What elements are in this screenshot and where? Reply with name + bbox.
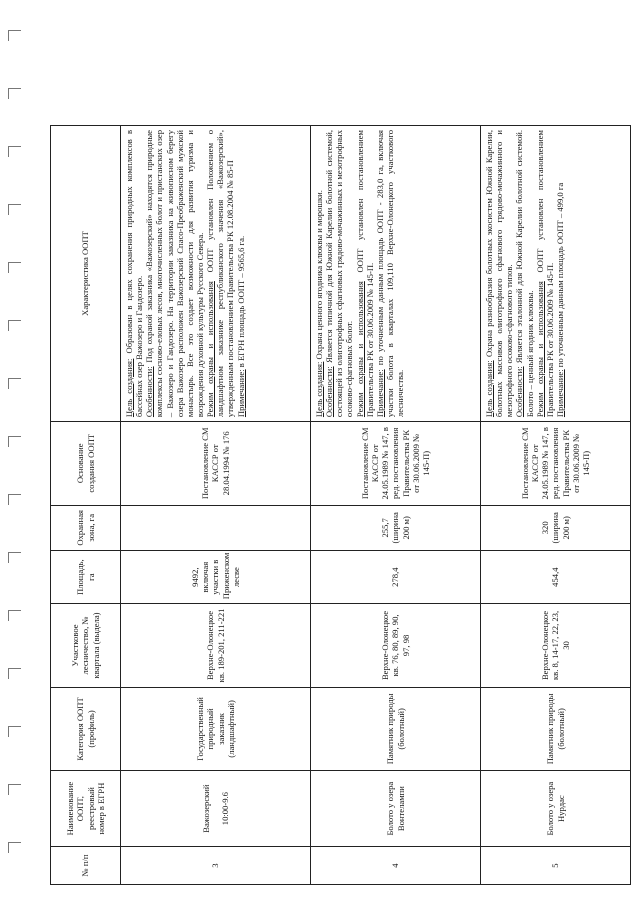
note-text: в ЕГРН площадь ООПТ – 9565,6 га. <box>235 235 246 370</box>
feature-label: Особенности: <box>324 366 335 418</box>
area-name: Болото у озера Нурдас <box>545 781 566 836</box>
cell-characteristic <box>121 126 311 422</box>
cell-buffer: 320 (ширина 200 м) <box>481 505 631 551</box>
feature-label: Особенности: <box>144 366 155 418</box>
cell-buffer: 255,7 (ширина 200 м) <box>311 505 481 551</box>
protected-areas-table <box>50 125 631 885</box>
regime-label: Режим охраны и использования <box>534 281 545 418</box>
cell-num: 3 <box>121 847 311 885</box>
feature-text: Является эталонной для Южной Карелии болотной системой. Болото – ценный ягодник клюквы. <box>514 130 535 418</box>
cell-num: 4 <box>311 847 481 885</box>
goal-text: Охрана разнообразия болотных экосистем Южной Карелии, болотных массивов олиготрофного сфагнового грядово-мочажинного и мезотрофного осоково-сфагнового типов. <box>484 130 515 418</box>
feature-text: Под охраной заказника «Важозерский» находятся природные комплексы сосново-еловых лесов, многочисленных болот и пристанских озер – Важозеро и Гандозеро. На территории заказника на живописном берегу озера Важозеро расположен Важозерский Спасо-Преображенский мужской монастырь. Все это создает возможности для развития туризма и возрождения духовной культуры Русского Севера. <box>144 130 205 418</box>
cell-area: 9492, включая участки в Приженском лесве <box>121 551 311 604</box>
feature-text: Является типичной для Южной Карелии болотной системой, состоящей из олиготрофных сфагновых грядово-мочажинных и мезотрофных осоково-сфагновых болот. <box>324 130 355 418</box>
goal-label: Цель создания: <box>484 360 494 418</box>
cell-name <box>311 771 481 847</box>
note-text: по уточненным данным площадь ООПТ - 283,0 га, включая участки болота в кварталах 109,110 Верхне-Олонецкого участкового лесничества. <box>374 130 406 418</box>
rotated-page <box>50 125 630 885</box>
note-label: Примечание: <box>235 369 246 418</box>
cell-characteristic <box>311 126 481 422</box>
header-area: Площадь, га <box>51 551 121 604</box>
header-forestry: Участковое лесничество, № квартала (выдела) <box>51 604 121 687</box>
goal-label: Цель создания: <box>314 361 324 418</box>
cell-category: Государственный природный заказник (ландшафтный) <box>121 687 311 770</box>
cell-forestry: Верхне-Олонецкое кв. 189-201, 211-221 <box>121 604 311 687</box>
goal-label: Цель создания: <box>124 358 134 418</box>
cell-area: 278,4 <box>311 551 481 604</box>
cell-name <box>121 771 311 847</box>
header-characteristic: Характеристика ООПТ <box>51 126 121 422</box>
header-basis: Основание создания ООПТ <box>51 422 121 505</box>
cell-buffer <box>121 505 311 551</box>
cell-basis: Постановление СМ КАССР от 24.05.1989 № 147, в ред. постановления Правительства РК от 30.06.2009 № 145-П) <box>311 422 481 505</box>
cell-characteristic <box>481 126 631 422</box>
regime-label: Режим охраны и использования <box>205 281 216 418</box>
regime-text: ООПТ установлен постановлением Правительства РК от 30.06.2009 № 145-П. <box>534 130 555 418</box>
table-row <box>311 126 481 885</box>
goal-text: Образован в целях сохранения природных комплексов в бассейнах озер Важозеро и Гандозеро. <box>124 130 145 418</box>
cell-num: 5 <box>481 847 631 885</box>
cell-category: Памятник природы (болотный) <box>481 687 631 770</box>
table-row <box>121 126 311 885</box>
note-label: Примечание: <box>554 369 565 418</box>
note-label: Примечание: <box>374 369 385 418</box>
area-name: Болото у озера Вонтелампи <box>385 781 406 836</box>
regime-text: ООПТ установлен Положением о ландшафтном заказнике республиканского значения «Важозерский», утвержденным постановлением Правительства РК 12.08.2004 № 85-П <box>205 130 236 418</box>
header-buffer: Охранная зона, га <box>51 505 121 551</box>
regime-label: Режим охраны и использования <box>354 281 365 418</box>
cell-basis: Постановление СМ КАССР от 28.04.1994 № 176 <box>121 422 311 505</box>
goal-text: Охрана ценного ягодника клюквы и морошки. <box>314 190 324 362</box>
regime-text: ООПТ установлен постановлением Правительства РК от 30.06.2009 № 145-П. <box>354 130 375 418</box>
header-num: № п/п <box>51 847 121 885</box>
cell-name <box>481 771 631 847</box>
cell-category: Памятник природы (болотный) <box>311 687 481 770</box>
header-category: Категория ООПТ (профиль) <box>51 687 121 770</box>
binding-margin-marks <box>8 0 22 905</box>
table-header-row <box>51 126 121 885</box>
cell-forestry: Верхне-Олонецкое кв. 76, 80, 89, 90, 97, 98 <box>311 604 481 687</box>
feature-label: Особенности: <box>514 366 525 418</box>
cell-area: 454,4 <box>481 551 631 604</box>
table-row <box>481 126 631 885</box>
registry-number: 10:00-9.6 <box>219 792 230 826</box>
area-name: Важозерский <box>201 784 212 833</box>
cell-basis: Постановление СМ КАССР от 24.05.1989 № 147, в ред. постановления Правительства РК от 30.06.2009 № 145-П) <box>481 422 631 505</box>
header-name: Наименование ООПТ, реестровый номер в ЕГРН <box>51 771 121 847</box>
cell-forestry: Верхне-Олонецкое кв. 8, 14-17, 22, 23, 30 <box>481 604 631 687</box>
note-text: по уточненным данным площадь ООПТ – 499,0 га <box>554 182 565 370</box>
